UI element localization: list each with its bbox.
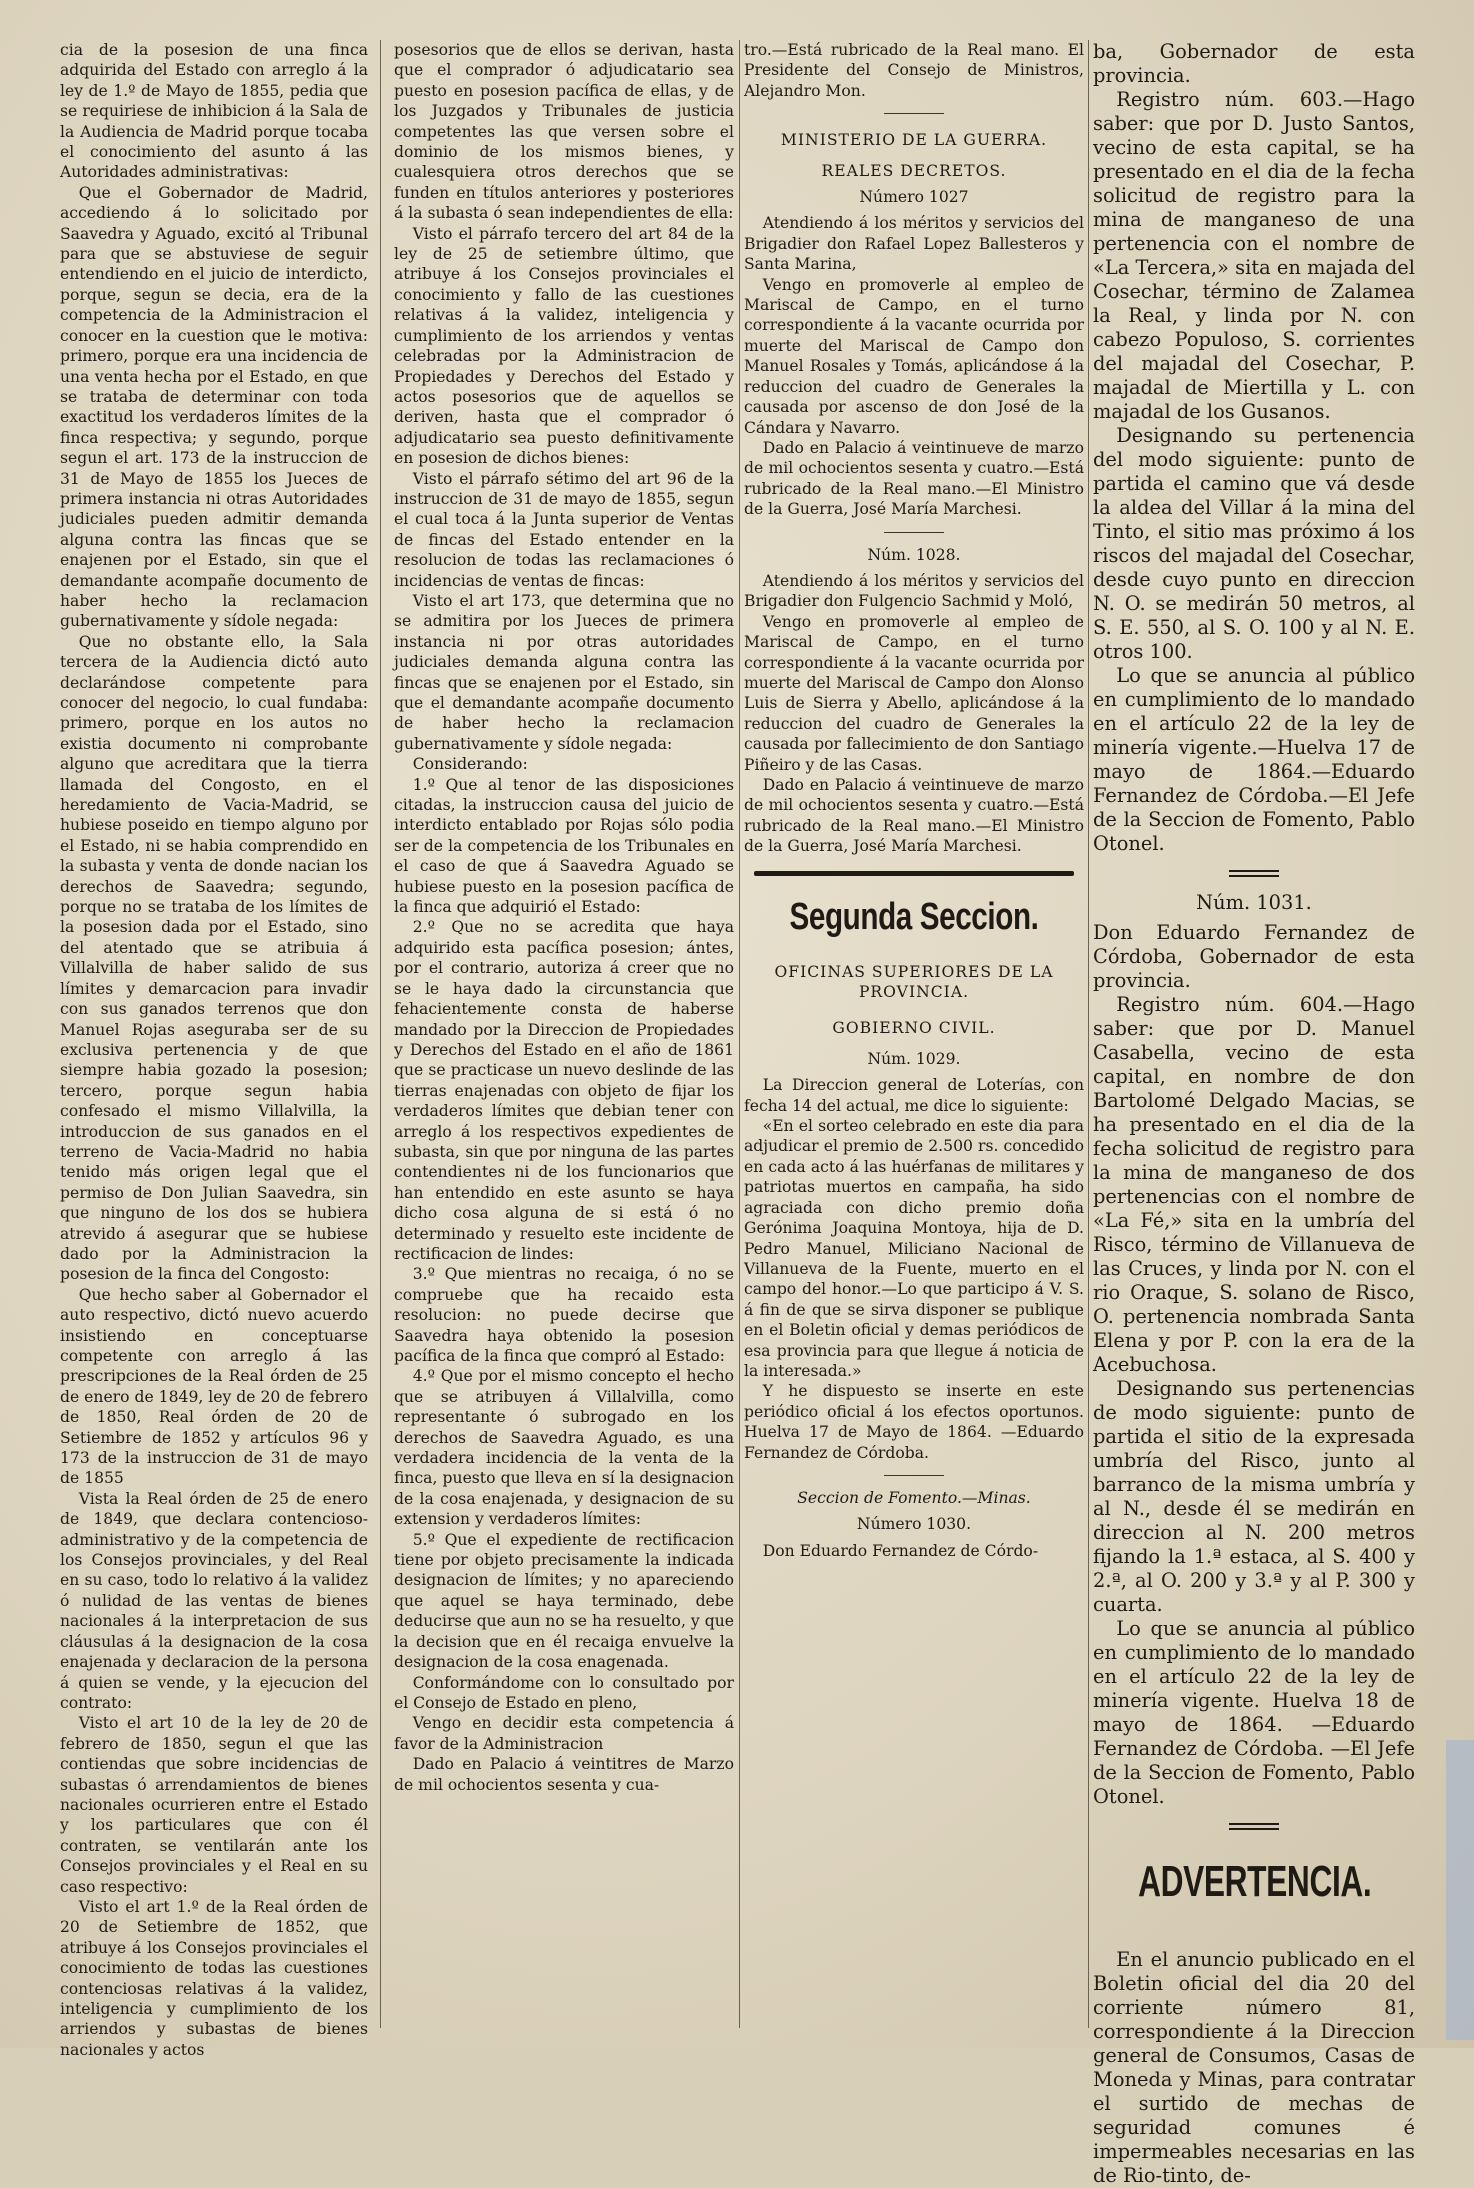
library-stamp	[1446, 1740, 1474, 2040]
column-rule	[739, 40, 740, 2028]
column-3	[744, 40, 1084, 2028]
column-4	[1093, 40, 1415, 2187]
paragraph: Visto el párrafo sétimo del art 96 de la instruccion de 31 de mayo de 1855, segun el cual toca á la Junta superior de Ventas de fincas del Estado entender en la resolucion de todas las reclamaciones ó incidencias de ventas de fincas:	[394, 469, 734, 590]
paragraph: Registro núm. 603.—Hago saber: que por D. Justo Santos, vecino de esta capital, se ha presentado en el dia de la fecha solicitud de registro para la mina de manganeso de una pertenencia con el nombre de «La Tercera,» sita en majada del Cosechar, término de Zalamea la Real, y linda por N. con cabezo Populoso, S. corrientes del majadal del Cosechar, P. majadal de Miertilla y L. con majadal de los Gusanos.	[1093, 88, 1415, 423]
section-title: Segunda Seccion.	[789, 895, 1039, 938]
paragraph: 5.º Que el expediente de rectificacion tiene por objeto precisamente la indicada designacion de límites; y no apareciendo que aquel se haya terminado, debe deducirse que aun no se ha resuelto, y que la decision que en él recaiga envuelve la designacion de la cosa enagenada.	[394, 1530, 734, 1672]
notice-number: Núm. 1029.	[867, 1049, 961, 1068]
ministry-heading: MINISTERIO DE LA GUERRA.	[780, 131, 1048, 150]
paragraph: La Direccion general de Loterías, con fecha 14 del actual, me dice lo siguiente:	[744, 1076, 1084, 1115]
paragraph: Vista la Real órden de 25 de enero de 1849, que declara contencioso-administrativo y de la competencia de los Consejos provinciales, y del Real en su caso, todo lo relativo á la validez ó nulidad de las ventas de bienes nacionales á la interpretacion de sus cláusulas á la designacion de la cosa enajenada y declaracion de la persona á quien se vende, y la ejecucion del contrato:	[60, 1489, 368, 1712]
paragraph: 4.º Que por el mismo concepto el hecho que se atribuyen á Villalvilla, como representante ó subrogado en los derechos de Saavedra Aguado, es una verdadera incidencia de la venta de la finca, puesto que lleva en sí la designacion de la cosa enajenada, y designacion de su extension y verdaderos límites:	[394, 1367, 734, 1529]
column-rule	[380, 40, 381, 2028]
notice-number: Núm. 1031.	[1196, 891, 1312, 914]
paragraph: posesorios que de ellos se derivan, hasta que el comprador ó adjudicatario sea puesto en posesion pacífica de ellas, y de los Juzgados y Tribunales de justicia competentes las que versen sobre el dominio de los mismos bienes, y cualesquiera otros derechos que se funden en títulos anteriores y posteriores á la subasta ó sean independientes de ella:	[394, 41, 734, 223]
paragraph: Designando sus pertenencias de modo siguiente: punto de partida el sitio de la expresada umbría del Risco, junto al barranco de la misma umbría y al N., desde él se medirán en direccion al N. 200 metros fijando la 1.ª estaca, al S. 400 y 2.ª, al O. 200 y 3.ª y al P. 300 y cuarta.	[1093, 1377, 1415, 1616]
divider	[884, 113, 944, 114]
paragraph: Y he dispuesto se inserte en este periódico oficial á los efectos oportunos. Huelva 17 de Mayo de 1864. —Eduardo Fernandez de Córdoba.	[744, 1382, 1084, 1462]
paragraph: 2.º Que no se acredita que haya adquirido esta pacífica posesion; ántes, por el contrario, autoriza á creer que no se le haya dado la circunstancia que fehacientemente consta de haberse mandado por la Direccion de Propiedades y Derechos del Estado en el año de 1861 que se practicase un nuevo deslinde de las tierras enajenadas con objeto de fijar los verdaderos límites que debian tener con arreglo á los respectivos expedientes de subasta, sin que por ninguna de las partes contendientes ni de los funcionarios que han entendido en este asunto se haya dicho cosa alguna de si está ó no determinado y resuelto este incidente de rectificacion de lindes:	[394, 918, 734, 1263]
paragraph: Designando su pertenencia del modo siguiente: punto de partida el camino que vá desde la aldea del Villar á la mina del Tinto, el sitio mas próximo á los riscos del majadal del Cosechar, desde cuyo punto en direccion N. O. se medirán 50 metros, al S. E. 550, al S. O. 100 y al N. E. otros 100.	[1093, 424, 1415, 663]
column-rule	[1088, 40, 1089, 2028]
paragraph: ba, Gobernador de esta provincia.	[1093, 40, 1415, 87]
paragraph: Dado en Palacio á veintinueve de marzo de mil ochocientos sesenta y cuatro.—Está rubricado de la Real mano.—El Ministro de la Guerra, José María Marchesi.	[744, 438, 1084, 519]
paragraph: Dado en Palacio á veintinueve de marzo de mil ochocientos sesenta y cuatro.—Está rubricado de la Real mano.—El Ministro de la Guerra, José María Marchesi.	[744, 776, 1084, 856]
paragraph: Conformándome con lo consultado por el Consejo de Estado en pleno,	[394, 1673, 734, 1712]
paragraph: Que el Gobernador de Madrid, accediendo á lo solicitado por Saavedra y Aguado, excitó al Tribunal para que se abstuviese de seguir entendiendo en el juicio de interdicto, porque, segun se decia, era de la competencia de la Administracion el conocer en la cuestion que le motiva: primero, porque era una incidencia de una venta hecha por el Estado, en que se trataba de determinar con toda exactitud los verdaderos límites de la finca respectiva; y segundo, porque segun el art. 173 de la instruccion de 31 de Mayo de 1855 los Jueces de primera instancia ni otras Autoridades judiciales pueden admitir demanda alguna contra las fincas que se enajenen por el Estado, sin que el demandante acompañe documento de haber hecho la reclamacion gubernativamente y sídole negada:	[60, 183, 368, 631]
paragraph: Vengo en promoverle al empleo de Mariscal de Campo, en el turno correspondiente á la vacante ocurrida por muerte del Mariscal de Campo don Manuel Rosales y Tomás, aplicándose á la reduccion del cuadro de Generales la causada por ascenso de don José de la Cándara y Navarro.	[744, 275, 1084, 437]
decree-number: Número 1027	[859, 188, 969, 207]
divider	[884, 1475, 944, 1476]
paragraph: Que hecho saber al Gobernador el auto respectivo, dictó nuevo acuerdo insistiendo en conceptuarse competente con arreglo á las prescripciones de la Real órden de 25 de enero de 1849, ley de 20 de febrero de 1850, Real órden de 20 de Setiembre de 1852 y artículos 96 y 173 de la instruccion de 31 de mayo de 1855	[60, 1285, 368, 1488]
paragraph: tro.—Está rubricado de la Real mano. El Presidente del Consejo de Ministros, Alejandro Mon.	[744, 41, 1084, 100]
paragraph: Que no obstante ello, la Sala tercera de la Audiencia dictó auto declarándose competente para conocer del negocio, lo cual fundaba: primero, porque en los autos no existia documento ni comprobante alguno que acreditara que la tierra llamada del Congosto, en el heredamiento de Vacia-Madrid, se hubiese poseido en tiempo alguno por el Estado, ni se habia comprendido en la subasta y venta de donde nacian los derechos de Saavedra; segundo, porque no se trataba de los límites de la posesion dada por el Estado, sino del atentado que se atribuia á Villalvilla de haber salido de sus límites y demarcacion para invadir con sus ganados terrenos que don Manuel Rojas aseguraba ser de su exclusiva pertenencia y de que siempre habia gozado la posesion; tercero, porque segun habia confesado el mismo Villalvilla, la introduccion de sus ganados en el terreno de Vacia-Madrid no habia tenido más origen legal que el permiso de Don Julian Saavedra, sin que ninguno de los dos se hubiera atrevido á asegurar que se hubiese dado por la Administracion la posesion de la finca del Congosto:	[60, 632, 368, 1284]
paragraph: Visto el art 1.º de la Real órden de 20 de Setiembre de 1852, que atribuye á los Consejos provinciales el conocimiento de todas las cuestiones contenciosas relativas á la validez, inteligencia y cumplimiento de los arriendos y subastas de bienes nacionales y actos	[60, 1897, 368, 2059]
column-2	[394, 40, 734, 2028]
paragraph: Vengo en promoverle al empleo de Mariscal de Campo, en el turno correspondiente á la vacante ocurrida por muerte del Mariscal de Campo don Alonso Luis de Sierra y Abello, aplicándose á la reduccion del cuadro de Generales la causada por fallecimiento de don Santiago Piñeiro y de las Casas.	[744, 612, 1084, 774]
paragraph: Lo que se anuncia al público en cumplimiento de lo mandado en el artículo 22 de la ley de minería vigente. Huelva 18 de mayo de 1864. —Eduardo Fernandez de Córdoba. —El Jefe de la Seccion de Fomento, Pablo Otonel.	[1093, 1617, 1415, 1808]
offices-heading: OFICINAS SUPERIORES DE LA PROVINCIA.	[774, 962, 1054, 1002]
government-heading: GOBIERNO CIVIL.	[832, 1019, 996, 1038]
advertencia-title: ADVERTENCIA.	[1138, 1857, 1372, 1906]
paragraph: «En el sorteo celebrado en este dia para adjudicar el premio de 2.500 rs. concedido en cada acto á las huérfanas de militares y patriotas muertos en campaña, ha sido agraciada con dicho premio doña Gerónima Joaquina Montoya, hija de D. Pedro Manuel, Miliciano Nacional de Villanueva de la Fuente, muerto en el campo del honor.—Lo que participo á V. S. á fin de que se sirva disponer se publique en el Boletin oficial y demas periódicos de esa provincia para que llegue á noticia de la interesada.»	[744, 1117, 1084, 1380]
paragraph: Considerando:	[412, 755, 528, 774]
paragraph: Visto el párrafo tercero del art 84 de la ley de 25 de setiembre último, que atribuye á los Consejos provinciales el conocimiento y fallo de las cuestiones relativas á la validez, inteligencia y cumplimiento de los arriendos y ventas celebradas por la Administracion de Propiedades y Derechos del Estado y actos posesorios que de aquellos se deriven, hasta que el comprador ó adjudicatario sea puesto definitivamente en posesion de dichos bienes:	[394, 224, 734, 468]
paragraph: Atendiendo á los méritos y servicios del Brigadier don Fulgencio Sachmid y Moló,	[744, 571, 1084, 611]
paragraph: Lo que se anuncia al público en cumplimiento de lo mandado en el artículo 22 de la ley de minería vigente.—Huelva 17 de mayo de 1864.—Eduardo Fernandez de Córdoba.—El Jefe de la Seccion de Fomento, Pablo Otonel.	[1093, 664, 1415, 855]
fomento-heading: Seccion de Fomento.—Minas.	[797, 1488, 1031, 1507]
divider	[1229, 870, 1279, 877]
paragraph: Visto el art 173, que determina que no se admitira por los Jueces de primera instancia ni por otras autoridades judiciales demanda alguna contra las fincas que se enajenen por el Estado, sin que el demandante acompañe documento de haber hecho la reclamacion gubernativamente y sídole negada:	[394, 591, 734, 753]
divider	[884, 532, 944, 533]
paragraph: 3.º Que mientras no recaiga, ó no se compruebe que ha recaido esta resolucion: no puede decirse que Saavedra haya obtenido la posesion pacífica de la finca que compró al Estado:	[394, 1265, 734, 1365]
paragraph: Atendiendo á los méritos y servicios del Brigadier don Rafael Lopez Ballesteros y Santa Marina,	[744, 214, 1084, 274]
paragraph: Visto el art 10 de la ley de 20 de febrero de 1850, segun el que las contiendas que sobre incidencias de subastas ó arrendamientos de bienes nacionales ocurrieren entre el Estado y los particulares que con él contraten, se ventilarán ante los Consejos provinciales y el Real en su caso respectivo:	[60, 1714, 368, 1896]
notice-number: Número 1030.	[856, 1515, 972, 1534]
decrees-heading: REALES DECRETOS.	[821, 161, 1007, 180]
paragraph: cia de la posesion de una finca adquirida del Estado con arreglo á la ley de 1.º de Mayo de 1855, pedia que se requiriese de inhibicion á la Sala de la Audiencia de Madrid porque tocaba el conocimiento del asunto á las Autoridades administrativas:	[60, 41, 368, 182]
divider	[1229, 1823, 1279, 1830]
paragraph: Registro núm. 604.—Hago saber: que por D. Manuel Casabella, vecino de esta capital, en nombre de don Bartolomé Delgado Macias, se ha presentado en el dia de la fecha solicitud de registro para la mina de manganeso de dos pertenencias con el nombre de «La Fé,» sita en la umbría del Risco, término de Villanueva de las Cruces, y linda por N. con el rio Oraque, S. solano de Risco, O. pertenencia nombrada Santa Elena y por P. con la era de la Acebuchosa.	[1093, 993, 1415, 1376]
paragraph: Don Eduardo Fernandez de Córdoba, Gobernador de esta provincia.	[1093, 921, 1415, 992]
section-divider	[754, 871, 1074, 876]
column-1	[60, 40, 368, 2059]
paragraph: Dado en Palacio á veintitres de Marzo de mil ochocientos sesenta y cua-	[394, 1755, 734, 1794]
paragraph: Vengo en decidir esta competencia á favor de la Administracion	[394, 1714, 734, 1753]
paragraph: Don Eduardo Fernandez de Córdo-	[762, 1541, 1039, 1560]
paragraph: 1.º Que al tenor de las disposiciones citadas, la instruccion causa del juicio de interdicto entablado por Rojas sólo podia ser de la competencia de los Tribunales en el caso de que á Saavedra Aguado se hubiese puesto en la posesion pacífica de la finca que adquirió el Estado:	[394, 775, 734, 917]
decree-number: Núm. 1028.	[867, 545, 961, 564]
paragraph: En el anuncio publicado en el Boletin oficial del dia 20 del corriente número 81, correspondiente á la Direccion general de Consumos, Casas de Moneda y Minas, para contratar el surtido de mechas de seguridad comunes é impermeables necesarias en las de Rio-tinto, de-	[1093, 1948, 1415, 2187]
